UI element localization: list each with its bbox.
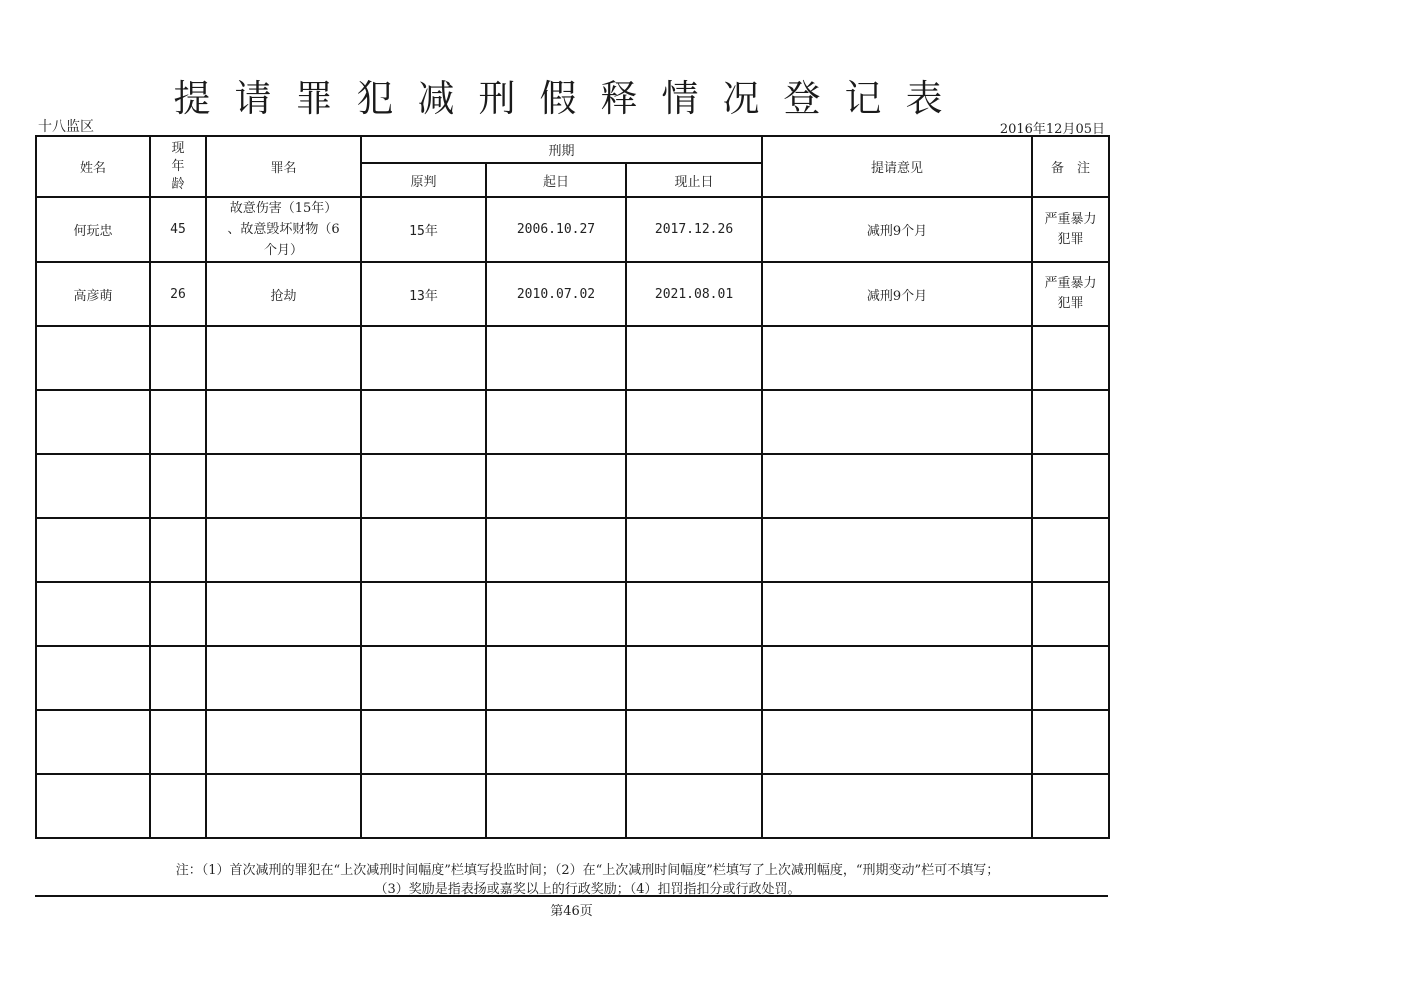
page-number: 第46页 xyxy=(550,904,593,919)
cell-remark xyxy=(1032,197,1109,262)
remark-line: 严重暴力 xyxy=(1044,276,1097,291)
header-sentence: 刑期 xyxy=(361,136,762,163)
cell-start: 2010.07.02 xyxy=(486,262,626,326)
remark-line: 犯罪 xyxy=(1057,296,1084,311)
footer-rule xyxy=(35,895,1108,897)
empty-row xyxy=(36,774,1109,838)
cell-age: 26 xyxy=(150,262,206,326)
cell-name: 何玩忠 xyxy=(36,197,150,262)
cell-remark xyxy=(1032,262,1109,326)
cell-start: 2006.10.27 xyxy=(486,197,626,262)
empty-row xyxy=(36,326,1109,390)
cell-end: 2017.12.26 xyxy=(626,197,762,262)
crime-line: 个月） xyxy=(263,243,303,258)
header-start: 起日 xyxy=(486,163,626,197)
header-remark: 备 注 xyxy=(1032,136,1109,197)
header-age-line: 现 xyxy=(171,140,185,156)
unit-label: 十八监区 xyxy=(38,119,94,135)
header-opinion: 提请意见 xyxy=(762,136,1032,197)
header-name: 姓名 xyxy=(36,136,150,197)
cell-age: 45 xyxy=(150,197,206,262)
cell-original: 15年 xyxy=(361,197,486,262)
empty-row xyxy=(36,454,1109,518)
footnote-line-1: 注：（1）首次减刑的罪犯在“上次减刑时间幅度”栏填写投监时间；（2）在“上次减刑时间幅度”栏填写了上次减刑幅度，“刑期变动”栏可不填写； xyxy=(175,863,1000,878)
footnote-line-2: （3）奖励是指表扬或嘉奖以上的行政奖励；（4）扣罚指扣分或行政处罚。 xyxy=(374,882,801,897)
header-original: 原判 xyxy=(361,163,486,197)
table-row xyxy=(36,197,1109,262)
crime-line: 抢劫 xyxy=(270,288,297,304)
form-date: 2016年12月05日 xyxy=(999,122,1105,137)
crime-line: 故意伤害（15年） xyxy=(229,201,338,216)
cell-crime xyxy=(206,197,361,262)
header-age-line: 龄 xyxy=(171,176,185,192)
empty-row xyxy=(36,710,1109,774)
table-row xyxy=(36,262,1109,326)
crime-line: 、故意毁坏财物（6 xyxy=(227,222,340,237)
cell-crime xyxy=(206,262,361,326)
cell-original: 13年 xyxy=(361,262,486,326)
form-title: 提请罪犯减刑假释情况登记表 xyxy=(173,77,967,120)
footnote xyxy=(40,861,1135,899)
cell-opinion: 减刑9个月 xyxy=(762,197,1032,262)
header-crime: 罪名 xyxy=(206,136,361,197)
remark-line: 犯罪 xyxy=(1057,231,1084,247)
remark-line: 严重暴力 xyxy=(1044,211,1097,227)
header-age-line: 年 xyxy=(171,158,185,174)
header-age xyxy=(150,136,206,197)
empty-row xyxy=(36,646,1109,710)
empty-row xyxy=(36,518,1109,582)
registration-table xyxy=(35,135,1110,839)
cell-opinion: 减刑9个月 xyxy=(762,262,1032,326)
cell-name: 高彦萌 xyxy=(36,262,150,326)
empty-row xyxy=(36,582,1109,646)
cell-end: 2021.08.01 xyxy=(626,262,762,326)
header-end: 现止日 xyxy=(626,163,762,197)
empty-row xyxy=(36,390,1109,454)
